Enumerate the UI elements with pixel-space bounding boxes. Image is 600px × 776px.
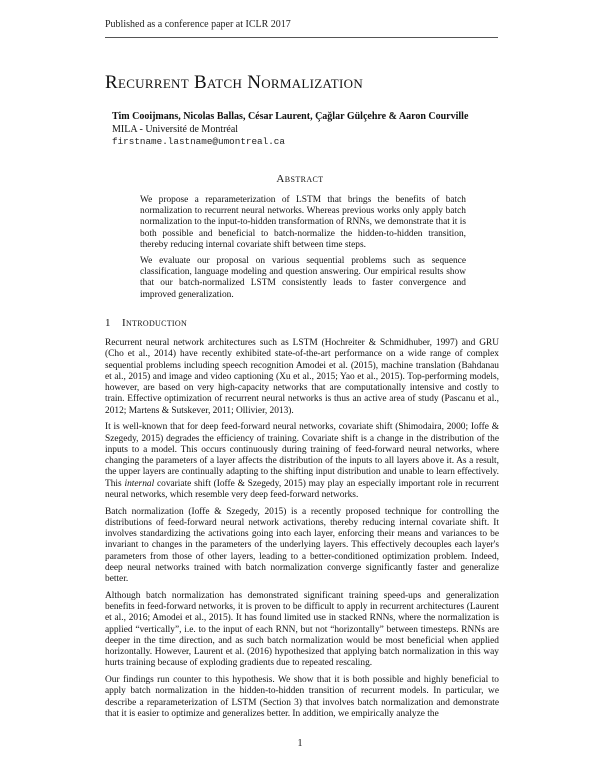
abstract-body [140, 195, 466, 306]
section-number: 1 [105, 317, 111, 329]
section-title: Introduction [122, 317, 188, 329]
body-paragraph [105, 422, 499, 501]
author-list: Tim Cooijmans, Nicolas Ballas, César Laurent, Çağlar Gülçehre & Aaron Courville [112, 111, 469, 122]
abstract-paragraph: We evaluate our proposal on various sequential problems such as sequence classification, language modeling and question answering. Our empirical results show that our batch-normalized LSTM consistently leads to faster convergence and improved generalization. [140, 256, 466, 300]
body-text-run: It is well-known that for deep feed-forward neural networks, covariate shift (Shimodaira, 2000; Ioffe & Szegedy, 2015) degrades the efficiency of training. Covariate shift is a change in the distribution of the inputs to a model. This occurs continuously during training of feed-forward neural networks, where changing the parameters of a layer affects the distribution of the inputs to all layers above it. As a result, the upper layers are continually adapting to the shifting input distribution and unable to learn effectively. This [105, 422, 499, 489]
author-email: firstname.lastname@umontreal.ca [112, 136, 285, 147]
section-body [105, 338, 499, 726]
emphasis-text: internal [124, 478, 155, 489]
page-number: 1 [297, 738, 303, 749]
body-paragraph: Recurrent neural network architectures such as LSTM (Hochreiter & Schmidhuber, 1997) and GRU (Cho et al., 2014) have recently exhibited state-of-the-art performance on a wide range of complex sequential problems including speech recognition Amodei et al. (2015), machine translation (Bahdanau et al., 2015) and image and video captioning (Xu et al., 2015; Yao et al., 2015). Top-performing models, however, are based on very high-capacity networks that are computationally intensive and costly to train. Effective optimization of recurrent neural networks is thus an active area of study (Pascanu et al., 2012; Martens & Sutskever, 2011; Ollivier, 2013). [105, 338, 499, 416]
body-paragraph: Our findings run counter to this hypothesis. We show that it is both possible and highly beneficial to apply batch normalization in the hidden-to-hidden transition of recurrent models. In particular, we describe a reparameterization of LSTM (Section 3) that involves batch normalization and demonstrate that it is easier to optimize and generalizes better. In addition, we empirically analyze the [105, 675, 499, 719]
affiliation: MILA - Université de Montréal [112, 124, 239, 135]
abstract-paragraph: We propose a reparameterization of LSTM that brings the benefits of batch normalization to recurrent neural networks. Whereas previous works only apply batch normalization to the input-to-hidden transformation of RNNs, we demonstrate that it is both possible and beneficial to batch-normalize the hidden-to-hidden transition, thereby reducing internal covariate shift between time steps. [140, 195, 466, 250]
section-heading [105, 317, 187, 329]
abstract-heading: Abstract [276, 173, 324, 185]
header-rule [105, 37, 498, 38]
body-paragraph: Batch normalization (Ioffe & Szegedy, 2015) is a recently proposed technique for controlling the distributions of feed-forward neural network activations, thereby reducing internal covariate shift. It involves standardizing the activations going into each layer, enforcing their means and variances to be invariant to changes in the parameters of the underlying layers. This effectively decouples each layer's parameters from those of other layers, leading to a better-conditioned optimization problem. Indeed, deep neural networks trained with batch normalization converge significantly faster and generalize better. [105, 506, 499, 584]
paper-title: Recurrent Batch Normalization [105, 72, 364, 93]
body-text-run: covariate shift (Ioffe & Szegedy, 2015) may play an especially important role in recurrent neural networks, which resemble very deep feed-forward networks. [105, 478, 500, 500]
body-paragraph: Although batch normalization has demonstrated significant training speed-ups and generalization benefits in feed-forward networks, it is proven to be difficult to apply in recurrent architectures (Laurent et al., 2016; Amodei et al., 2015). It has found limited use in stacked RNNs, where the normalization is applied “vertically”, i.e. to the input of each RNN, but not “horizontally” between timesteps. RNNs are deeper in the time direction, and as such batch normalization would be most beneficial when applied horizontally. However, Laurent et al. (2016) hypothesized that applying batch normalization in this way hurts training because of exploding gradients due to repeated rescaling. [105, 590, 499, 669]
running-head: Published as a conference paper at ICLR 2017 [105, 19, 291, 30]
